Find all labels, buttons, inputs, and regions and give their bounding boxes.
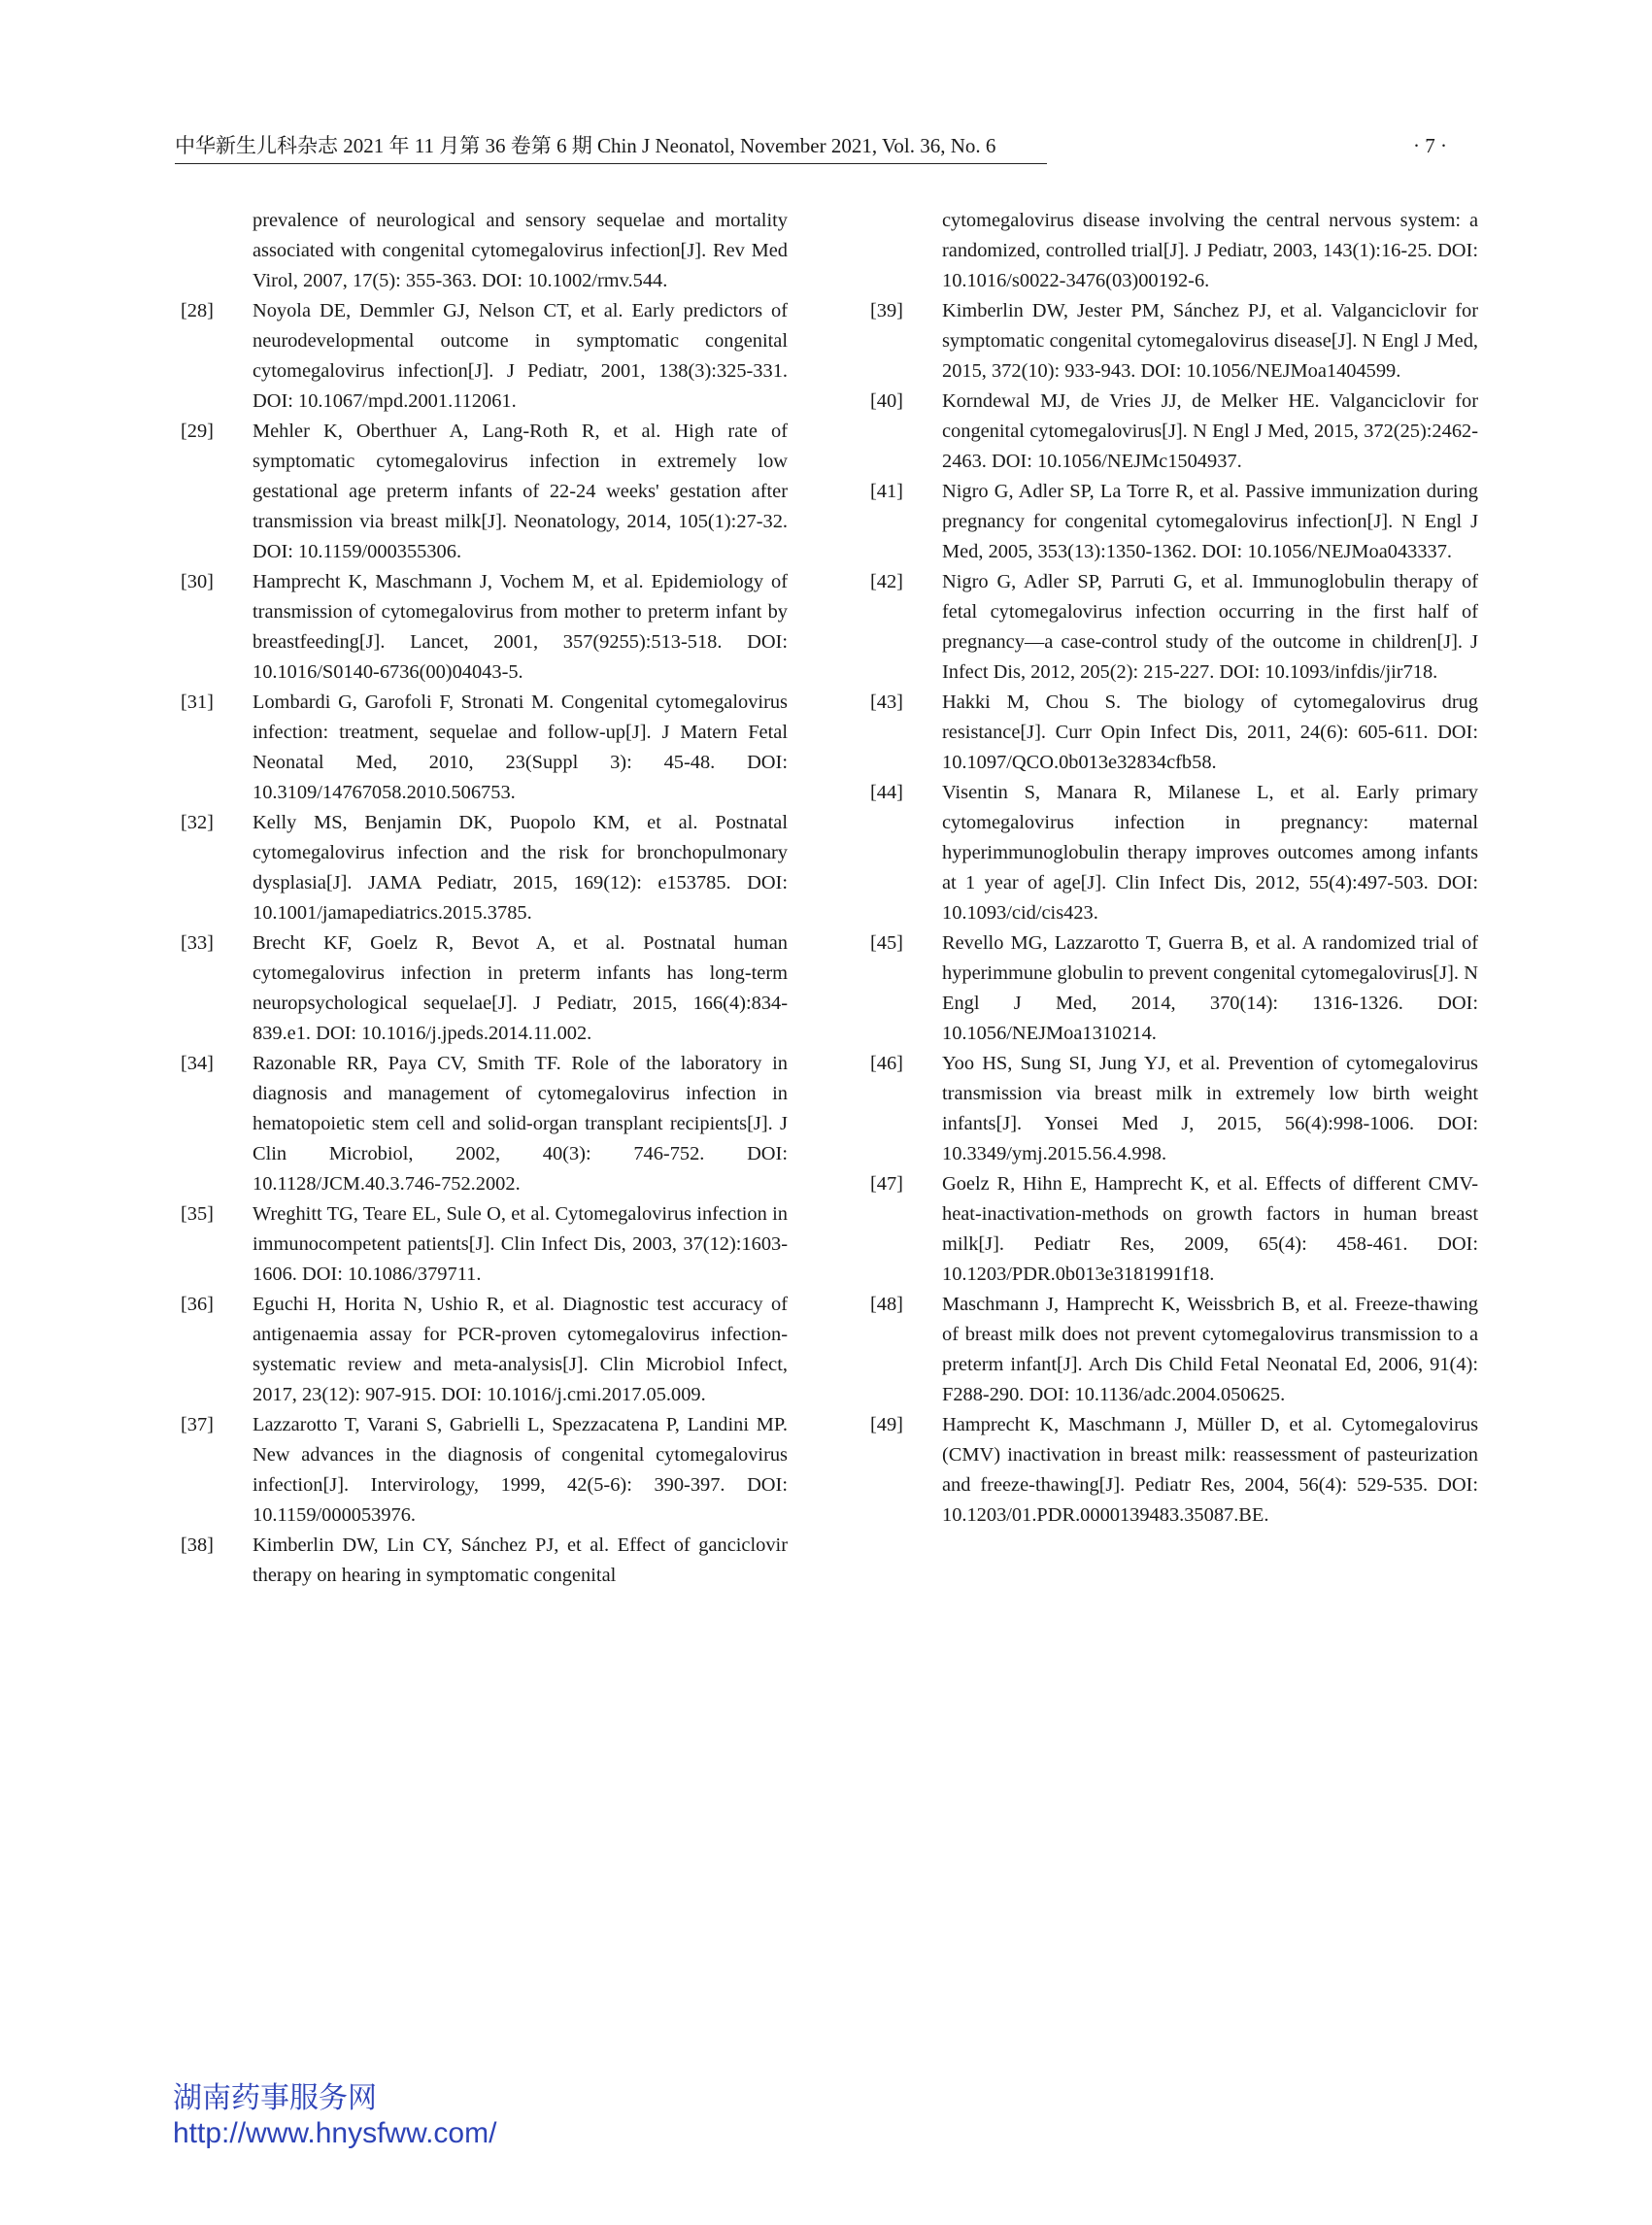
reference-number: [32] <box>181 812 214 833</box>
reference-text: Goelz R, Hihn E, Hamprecht K, et al. Effects of different CMV-heat-inactivation-methods on growth factors in human breast milk[J]. Pediatr Res, 2009, 65(4): 458-461. DOI: 10.1203/PDR.0b013e3181991f18. <box>942 1173 1478 1285</box>
reference-number: [42] <box>870 571 903 592</box>
reference-number: [35] <box>181 1203 214 1225</box>
reference-text: Lombardi G, Garofoli F, Stronati M. Congenital cytomegalovirus infection: treatment, sequelae and follow-up[J]. J Matern Fetal Neonatal Med, 2010, 23(Suppl 3): 45-48. DOI: 10.3109/14767058.2010.506753. <box>253 691 788 803</box>
reference-text: Noyola DE, Demmler GJ, Nelson CT, et al. Early predictors of neurodevelopmental outcome in symptomatic congenital cytomegalovirus infection[J]. J Pediatr, 2001, 138(3):325-331. DOI: 10.1067/mpd.2001.112061. <box>253 300 788 412</box>
reference-text: Revello MG, Lazzarotto T, Guerra B, et al. A randomized trial of hyperimmune globulin to prevent congenital cytomegalovirus[J]. N Engl J Med, 2014, 370(14): 1316-1326. DOI: 10.1056/NEJMoa1310214. <box>942 932 1478 1044</box>
reference-text: Razonable RR, Paya CV, Smith TF. Role of the laboratory in diagnosis and management of cytomegalovirus infection in hematopoietic stem cell and solid-organ transplant recipients[J]. J Clin Microbiol, 2002, 40(3): 746-752. DOI: 10.1128/JCM.40.3.746-752.2002. <box>253 1053 788 1195</box>
reference-number: [49] <box>870 1414 903 1435</box>
reference-number: [47] <box>870 1173 903 1195</box>
running-head: 中华新生儿科杂志 2021 年 11 月第 36 卷第 6 期 Chin J Neonatol, November 2021, Vol. 36, No. 6 <box>175 134 996 157</box>
reference-item <box>181 1410 788 1531</box>
reference-number: [30] <box>181 571 214 592</box>
reference-item <box>870 1049 1478 1169</box>
reference-number: [48] <box>870 1294 903 1315</box>
reference-continuation <box>870 206 1478 296</box>
reference-number: [40] <box>870 390 903 412</box>
watermark-site-name: 湖南药事服务网 <box>173 2081 377 2115</box>
reference-item <box>181 808 788 928</box>
reference-item <box>181 1049 788 1199</box>
reference-text: Visentin S, Manara R, Milanese L, et al. Early primary cytomegalovirus infection in pregnancy: maternal hyperimmunoglobulin therapy improves outcomes among infants at 1 year of age[J]. Clin Infect Dis, 2012, 55(4):497-503. DOI: 10.1093/cid/cis423. <box>942 782 1478 924</box>
reference-item <box>870 387 1478 477</box>
reference-number: [43] <box>870 691 903 713</box>
reference-number: [44] <box>870 782 903 803</box>
reference-item <box>870 1169 1478 1290</box>
reference-item <box>181 417 788 567</box>
left-reference-column <box>181 206 788 1591</box>
reference-item <box>181 928 788 1049</box>
page-number: · 7 · <box>1413 134 1447 157</box>
right-reference-column <box>870 206 1478 1531</box>
reference-number: [36] <box>181 1294 214 1315</box>
reference-number: [29] <box>181 421 214 442</box>
reference-text: Korndewal MJ, de Vries JJ, de Melker HE. Valganciclovir for congenital cytomegalovirus[J]. N Engl J Med, 2015, 372(25):2462-2463. DOI: 10.1056/NEJMc1504937. <box>942 390 1478 472</box>
reference-text: Eguchi H, Horita N, Ushio R, et al. Diagnostic test accuracy of antigenaemia assay for PCR-proven cytomegalovirus infection-systematic review and meta-analysis[J]. Clin Microbiol Infect, 2017, 23(12): 907-915. DOI: 10.1016/j.cmi.2017.05.009. <box>253 1294 788 1405</box>
reference-item <box>870 778 1478 928</box>
reference-text: Nigro G, Adler SP, Parruti G, et al. Immunoglobulin therapy of fetal cytomegalovirus infection occurring in the first half of pregnancy—a case-control study of the outcome in children[J]. J Infect Dis, 2012, 205(2): 215-227. DOI: 10.1093/infdis/jir718. <box>942 571 1478 683</box>
reference-text: Wreghitt TG, Teare EL, Sule O, et al. Cytomegalovirus infection in immunocompetent patients[J]. Clin Infect Dis, 2003, 37(12):1603-1606. DOI: 10.1086/379711. <box>253 1203 788 1285</box>
reference-text: Hamprecht K, Maschmann J, Müller D, et al. Cytomegalovirus (CMV) inactivation in breast milk: reassessment of pasteurization and freeze-thawing[J]. Pediatr Res, 2004, 56(4): 529-535. DOI: 10.1203/01.PDR.0000139483.35087.BE. <box>942 1414 1478 1526</box>
reference-continuation <box>181 206 788 296</box>
watermark <box>173 2081 496 2151</box>
reference-item <box>870 567 1478 688</box>
reference-item <box>181 1199 788 1290</box>
reference-number: [39] <box>870 300 903 321</box>
reference-item <box>181 296 788 417</box>
reference-text: Kelly MS, Benjamin DK, Puopolo KM, et al. Postnatal cytomegalovirus infection and the risk for bronchopulmonary dysplasia[J]. JAMA Pediatr, 2015, 169(12): e153785. DOI: 10.1001/jamapediatrics.2015.3785. <box>253 812 788 924</box>
reference-text: Nigro G, Adler SP, La Torre R, et al. Passive immunization during pregnancy for congenital cytomegalovirus infection[J]. N Engl J Med, 2005, 353(13):1350-1362. DOI: 10.1056/NEJMoa043337. <box>942 481 1478 562</box>
reference-text: Mehler K, Oberthuer A, Lang-Roth R, et al. High rate of symptomatic cytomegalovirus infection in extremely low gestational age preterm infants of 22-24 weeks' gestation after transmission via breast milk[J]. Neonatology, 2014, 105(1):27-32. DOI: 10.1159/000355306. <box>253 421 788 562</box>
reference-item <box>181 567 788 688</box>
reference-number: [31] <box>181 691 214 713</box>
reference-text: Hamprecht K, Maschmann J, Vochem M, et al. Epidemiology of transmission of cytomegalovirus from mother to preterm infant by breastfeeding[J]. Lancet, 2001, 357(9255):513-518. DOI: 10.1016/S0140-6736(00)04043-5. <box>253 571 788 683</box>
reference-item <box>870 1410 1478 1531</box>
reference-number: [28] <box>181 300 214 321</box>
reference-item <box>870 928 1478 1049</box>
reference-number: [33] <box>181 932 214 954</box>
reference-text: Maschmann J, Hamprecht K, Weissbrich B, et al. Freeze-thawing of breast milk does not prevent cytomegalovirus transmission to a preterm infant[J]. Arch Dis Child Fetal Neonatal Ed, 2006, 91(4): F288-290. DOI: 10.1136/adc.2004.050625. <box>942 1294 1478 1405</box>
reference-item <box>870 688 1478 778</box>
reference-item <box>870 1290 1478 1410</box>
reference-text: Brecht KF, Goelz R, Bevot A, et al. Postnatal human cytomegalovirus infection in preterm infants has long-term neuropsychological sequelae[J]. J Pediatr, 2015, 166(4):834-839.e1. DOI: 10.1016/j.jpeds.2014.11.002. <box>253 932 788 1044</box>
reference-text: Lazzarotto T, Varani S, Gabrielli L, Spezzacatena P, Landini MP. New advances in the diagnosis of congenital cytomegalovirus infection[J]. Intervirology, 1999, 42(5-6): 390-397. DOI: 10.1159/000053976. <box>253 1414 788 1526</box>
reference-text: Yoo HS, Sung SI, Jung YJ, et al. Prevention of cytomegalovirus transmission via breast milk in extremely low birth weight infants[J]. Yonsei Med J, 2015, 56(4):998-1006. DOI: 10.3349/ymj.2015.56.4.998. <box>942 1053 1478 1164</box>
reference-item <box>870 477 1478 567</box>
reference-item <box>181 1290 788 1410</box>
reference-text: Kimberlin DW, Lin CY, Sánchez PJ, et al. Effect of ganciclovir therapy on hearing in symptomatic congenital <box>253 1534 788 1586</box>
reference-item <box>870 296 1478 387</box>
reference-item <box>181 688 788 808</box>
reference-number: [37] <box>181 1414 214 1435</box>
reference-number: [45] <box>870 932 903 954</box>
reference-text: Kimberlin DW, Jester PM, Sánchez PJ, et al. Valganciclovir for symptomatic congenital cytomegalovirus disease[J]. N Engl J Med, 2015, 372(10): 933-943. DOI: 10.1056/NEJMoa1404599. <box>942 300 1478 382</box>
reference-number: [41] <box>870 481 903 502</box>
header-rule <box>175 163 1047 164</box>
reference-number: [34] <box>181 1053 214 1074</box>
reference-item <box>181 1531 788 1591</box>
reference-text: Hakki M, Chou S. The biology of cytomegalovirus drug resistance[J]. Curr Opin Infect Dis, 2011, 24(6): 605-611. DOI: 10.1097/QCO.0b013e32834cfb58. <box>942 691 1478 773</box>
reference-number: [46] <box>870 1053 903 1074</box>
watermark-url[interactable]: http://www.hnysfww.com/ <box>173 2117 497 2149</box>
reference-text: cytomegalovirus disease involving the central nervous system: a randomized, controlled trial[J]. J Pediatr, 2003, 143(1):16-25. DOI: 10.1016/s0022-3476(03)00192-6. <box>942 210 1478 291</box>
reference-text: prevalence of neurological and sensory sequelae and mortality associated with congenital cytomegalovirus infection[J]. Rev Med Virol, 2007, 17(5): 355-363. DOI: 10.1002/rmv.544. <box>253 210 788 291</box>
reference-number: [38] <box>181 1534 214 1556</box>
